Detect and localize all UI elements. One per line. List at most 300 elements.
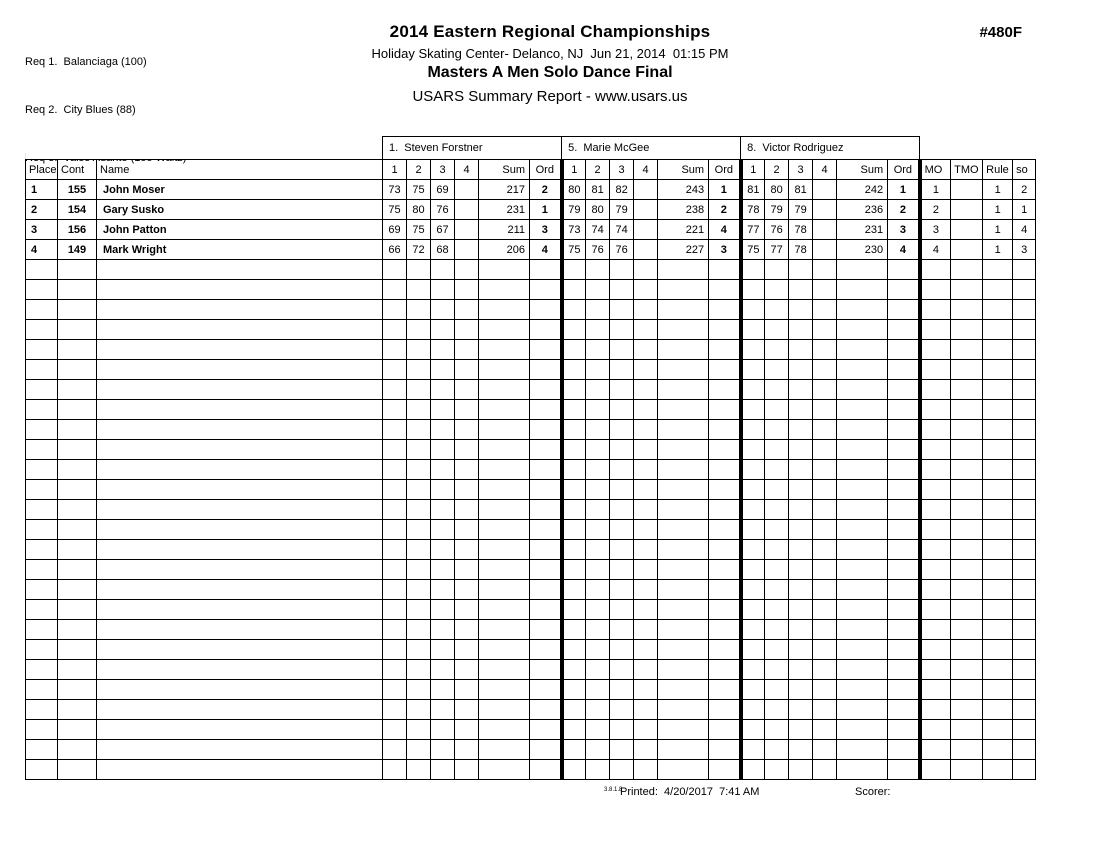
cell-name [97,660,383,680]
cell-cont [58,340,97,360]
cell-score [455,540,479,560]
cell-ord [530,360,562,380]
cell-sum [479,540,530,560]
cell-tmo [951,180,983,200]
cell-sum [658,460,709,480]
cell-ord [709,620,741,640]
cell-rule [983,380,1013,400]
cell-score [455,660,479,680]
cell-mo [920,460,951,480]
cell-place [26,260,58,280]
cell-mo: 1 [920,180,951,200]
col-header-judge3-4: 4 [813,160,837,180]
cell-ord [709,400,741,420]
cell-cont: 155 [58,180,97,200]
cell-sum [479,720,530,740]
cell-mo [920,280,951,300]
cell-score: 75 [562,240,586,260]
col-header-judge3-1: 1 [741,160,765,180]
cell-tmo [951,740,983,760]
cell-mo [920,600,951,620]
cell-score: 69 [431,180,455,200]
cell-score [586,420,610,440]
cell-rule [983,280,1013,300]
cell-ord [709,460,741,480]
cell-score: 78 [789,240,813,260]
cell-score [634,320,658,340]
cell-name [97,440,383,460]
cell-sum [837,540,888,560]
cell-sum: 231 [479,200,530,220]
cell-sum [837,500,888,520]
cell-rule [983,500,1013,520]
cell-score [455,480,479,500]
col-header-place: Place [26,160,58,180]
cell-name [97,520,383,540]
cell-ord [709,760,741,780]
cell-score [813,660,837,680]
cell-score [789,420,813,440]
cell-score [562,460,586,480]
cell-score [431,420,455,440]
cell-ord [709,520,741,540]
cell-sum [479,320,530,340]
cell-score [813,440,837,460]
cell-sum [837,680,888,700]
cell-score [431,340,455,360]
cell-ord [530,260,562,280]
cell-sum: 221 [658,220,709,240]
cell-score [562,700,586,720]
cell-tmo [951,320,983,340]
cell-ord [709,280,741,300]
cell-mo [920,660,951,680]
cell-score [562,260,586,280]
cell-score [741,680,765,700]
cell-mo [920,620,951,640]
cell-score [383,380,407,400]
cell-mo [920,500,951,520]
cell-ord [530,340,562,360]
cell-score [765,740,789,760]
cell-score [813,300,837,320]
judge-name-3: 8. Victor Rodriguez [741,137,920,160]
cell-score [383,340,407,360]
empty-row [26,520,1036,540]
cell-score [610,480,634,500]
empty-row [26,460,1036,480]
cell-place [26,500,58,520]
cell-score [813,700,837,720]
cell-sum [658,680,709,700]
cell-score [586,460,610,480]
cell-ord [530,400,562,420]
cell-score: 69 [383,220,407,240]
cell-ord [888,560,920,580]
cell-sum [837,360,888,380]
cell-rule [983,460,1013,480]
cell-score [383,640,407,660]
cell-score [586,360,610,380]
cell-score [634,340,658,360]
empty-row [26,320,1036,340]
cell-score [455,500,479,520]
cell-sum [837,420,888,440]
cell-rule [983,520,1013,540]
cell-score [455,340,479,360]
cell-ord [530,600,562,620]
cell-ord [709,560,741,580]
cell-score [562,320,586,340]
cell-score [789,480,813,500]
cell-ord [530,300,562,320]
cell-ord [709,500,741,520]
cell-score [765,700,789,720]
cell-score [562,560,586,580]
cell-sum: 230 [837,240,888,260]
cell-ord: 2 [888,200,920,220]
requirement-line-2: Req 2. City Blues (88) [25,104,136,116]
cell-score [431,520,455,540]
cell-ord [888,300,920,320]
cell-score [765,540,789,560]
cell-ord [709,260,741,280]
cell-score [586,480,610,500]
cell-tmo [951,640,983,660]
cell-score [610,260,634,280]
cell-score [789,760,813,780]
cell-sum [479,580,530,600]
cell-score [813,400,837,420]
col-header-judge1-3: 3 [431,160,455,180]
empty-row [26,260,1036,280]
cell-place: 1 [26,180,58,200]
empty-row [26,620,1036,640]
cell-score [383,660,407,680]
cell-score: 72 [407,240,431,260]
cell-tmo [951,500,983,520]
cell-cont [58,700,97,720]
cell-score [586,540,610,560]
cell-score [741,620,765,640]
cell-score [407,660,431,680]
empty-row [26,720,1036,740]
cell-score [813,760,837,780]
cell-score [765,440,789,460]
cell-sum [837,300,888,320]
cell-mo: 2 [920,200,951,220]
cell-score: 81 [586,180,610,200]
cell-score [383,720,407,740]
cell-score [610,280,634,300]
cell-so: 1 [1013,200,1036,220]
cell-score [741,580,765,600]
cell-score [813,640,837,660]
cell-tmo [951,260,983,280]
cell-sum [479,640,530,660]
col-header-cont: Cont [58,160,97,180]
cell-rule: 1 [983,220,1013,240]
cell-score [634,520,658,540]
cell-rule: 1 [983,240,1013,260]
cell-ord: 3 [888,220,920,240]
cell-score [610,460,634,480]
cell-score [610,600,634,620]
cell-sum [658,400,709,420]
cell-score: 77 [765,240,789,260]
cell-tmo [951,520,983,540]
empty-row [26,600,1036,620]
cell-rule [983,680,1013,700]
cell-score [634,760,658,780]
cell-score: 82 [610,180,634,200]
cell-tmo [951,400,983,420]
cell-score [610,400,634,420]
cell-score [562,680,586,700]
cell-score [741,740,765,760]
cell-score [813,740,837,760]
cell-so [1013,580,1036,600]
cell-sum: 242 [837,180,888,200]
cell-score: 75 [407,220,431,240]
cell-score [765,500,789,520]
cell-score [765,320,789,340]
cell-place [26,660,58,680]
cell-ord [530,420,562,440]
cell-score: 68 [431,240,455,260]
cell-sum [479,500,530,520]
cell-score [455,200,479,220]
cell-name [97,420,383,440]
cell-place [26,580,58,600]
cell-mo [920,760,951,780]
cell-sum: 243 [658,180,709,200]
cell-ord [888,660,920,680]
cell-score [586,260,610,280]
cell-tmo [951,380,983,400]
cell-name [97,320,383,340]
cell-score [431,500,455,520]
cell-name [97,340,383,360]
cell-ord [888,520,920,540]
cell-ord [888,440,920,460]
cell-sum [479,620,530,640]
cell-tmo [951,720,983,740]
cell-rule [983,600,1013,620]
cell-score [562,380,586,400]
cell-place [26,740,58,760]
cell-score [383,740,407,760]
cell-ord [709,640,741,660]
cell-sum [837,260,888,280]
cell-score [610,700,634,720]
cell-ord [888,360,920,380]
results-table-wrap [25,136,1036,780]
cell-score [407,500,431,520]
cell-score [562,480,586,500]
cell-score [789,340,813,360]
cell-ord: 4 [530,240,562,260]
cell-ord [530,280,562,300]
result-row [26,240,1036,260]
banner-spacer-left [26,137,383,160]
cell-sum [837,280,888,300]
cell-mo [920,480,951,500]
col-header-name: Name [97,160,383,180]
cell-score [789,740,813,760]
cell-score [431,620,455,640]
cell-score [741,720,765,740]
cell-rule: 1 [983,200,1013,220]
cell-sum [658,640,709,660]
cell-ord [888,400,920,420]
cell-score [610,440,634,460]
cell-score [789,320,813,340]
cell-rule [983,260,1013,280]
cell-rule [983,400,1013,420]
col-header-judge2-3: 3 [610,160,634,180]
empty-row [26,440,1036,460]
cell-score [634,460,658,480]
cell-score [383,540,407,560]
cell-ord [709,340,741,360]
cell-sum [837,620,888,640]
cell-score [431,740,455,760]
cell-score [407,420,431,440]
cell-score [431,700,455,720]
cell-score [431,400,455,420]
cell-tmo [951,620,983,640]
cell-score [813,580,837,600]
cell-name [97,560,383,580]
cell-score: 81 [741,180,765,200]
cell-score [431,600,455,620]
results-table-body [26,180,1036,780]
cell-score [634,540,658,560]
col-header-judge3-3: 3 [789,160,813,180]
cell-score: 81 [789,180,813,200]
cell-place: 2 [26,200,58,220]
col-header-judge2-sum: Sum [658,160,709,180]
cell-sum [479,420,530,440]
cell-score [586,560,610,580]
cell-tmo [951,580,983,600]
cell-rule [983,620,1013,640]
cell-score [407,600,431,620]
cell-score [765,420,789,440]
cell-score [383,440,407,460]
cell-sum [658,620,709,640]
cell-score [813,380,837,400]
cell-score: 77 [741,220,765,240]
cell-sum [837,440,888,460]
cell-name [97,540,383,560]
cell-score: 79 [610,200,634,220]
cell-score [610,740,634,760]
cell-score [813,260,837,280]
cell-ord [530,320,562,340]
cell-score [789,720,813,740]
cell-score [634,480,658,500]
cell-score [765,280,789,300]
cell-score [586,300,610,320]
cell-score: 74 [586,220,610,240]
cell-ord: 3 [530,220,562,240]
cell-so [1013,340,1036,360]
cell-rule [983,740,1013,760]
cell-tmo [951,240,983,260]
cell-name [97,460,383,480]
cell-score [455,620,479,640]
cell-score [383,700,407,720]
cell-score [407,320,431,340]
cell-ord [530,680,562,700]
cell-name [97,700,383,720]
cell-cont [58,560,97,580]
cell-tmo [951,300,983,320]
column-header-row [26,160,1036,180]
cell-ord [530,460,562,480]
cell-score [455,240,479,260]
cell-score [407,300,431,320]
cell-score [765,620,789,640]
cell-so [1013,760,1036,780]
cell-cont [58,520,97,540]
cell-mo [920,400,951,420]
cell-cont [58,540,97,560]
cell-score: 75 [741,240,765,260]
cell-score [383,520,407,540]
cell-so [1013,460,1036,480]
results-table-head [26,137,1036,180]
cell-sum: 238 [658,200,709,220]
cell-sum [658,760,709,780]
cell-ord [888,760,920,780]
cell-mo: 3 [920,220,951,240]
cell-score [562,300,586,320]
cell-score [562,720,586,740]
cell-score [789,400,813,420]
cell-score [586,340,610,360]
cell-cont [58,620,97,640]
cell-score [610,340,634,360]
banner-spacer-right [920,137,1036,160]
cell-score [610,420,634,440]
col-header-rule: Rule [983,160,1013,180]
cell-score [407,400,431,420]
cell-score [634,740,658,760]
cell-cont [58,580,97,600]
cell-name [97,360,383,380]
cell-score [634,180,658,200]
cell-score [455,300,479,320]
col-header-judge1-sum: Sum [479,160,530,180]
cell-ord [530,660,562,680]
cell-score [586,520,610,540]
cell-score [634,620,658,640]
cell-ord [709,480,741,500]
cell-score [765,760,789,780]
cell-score [789,700,813,720]
col-header-so: so [1013,160,1036,180]
cell-score [765,460,789,480]
cell-rule [983,660,1013,680]
cell-cont [58,760,97,780]
cell-score [383,280,407,300]
cell-score [634,360,658,380]
cell-sum [837,600,888,620]
cell-mo [920,740,951,760]
